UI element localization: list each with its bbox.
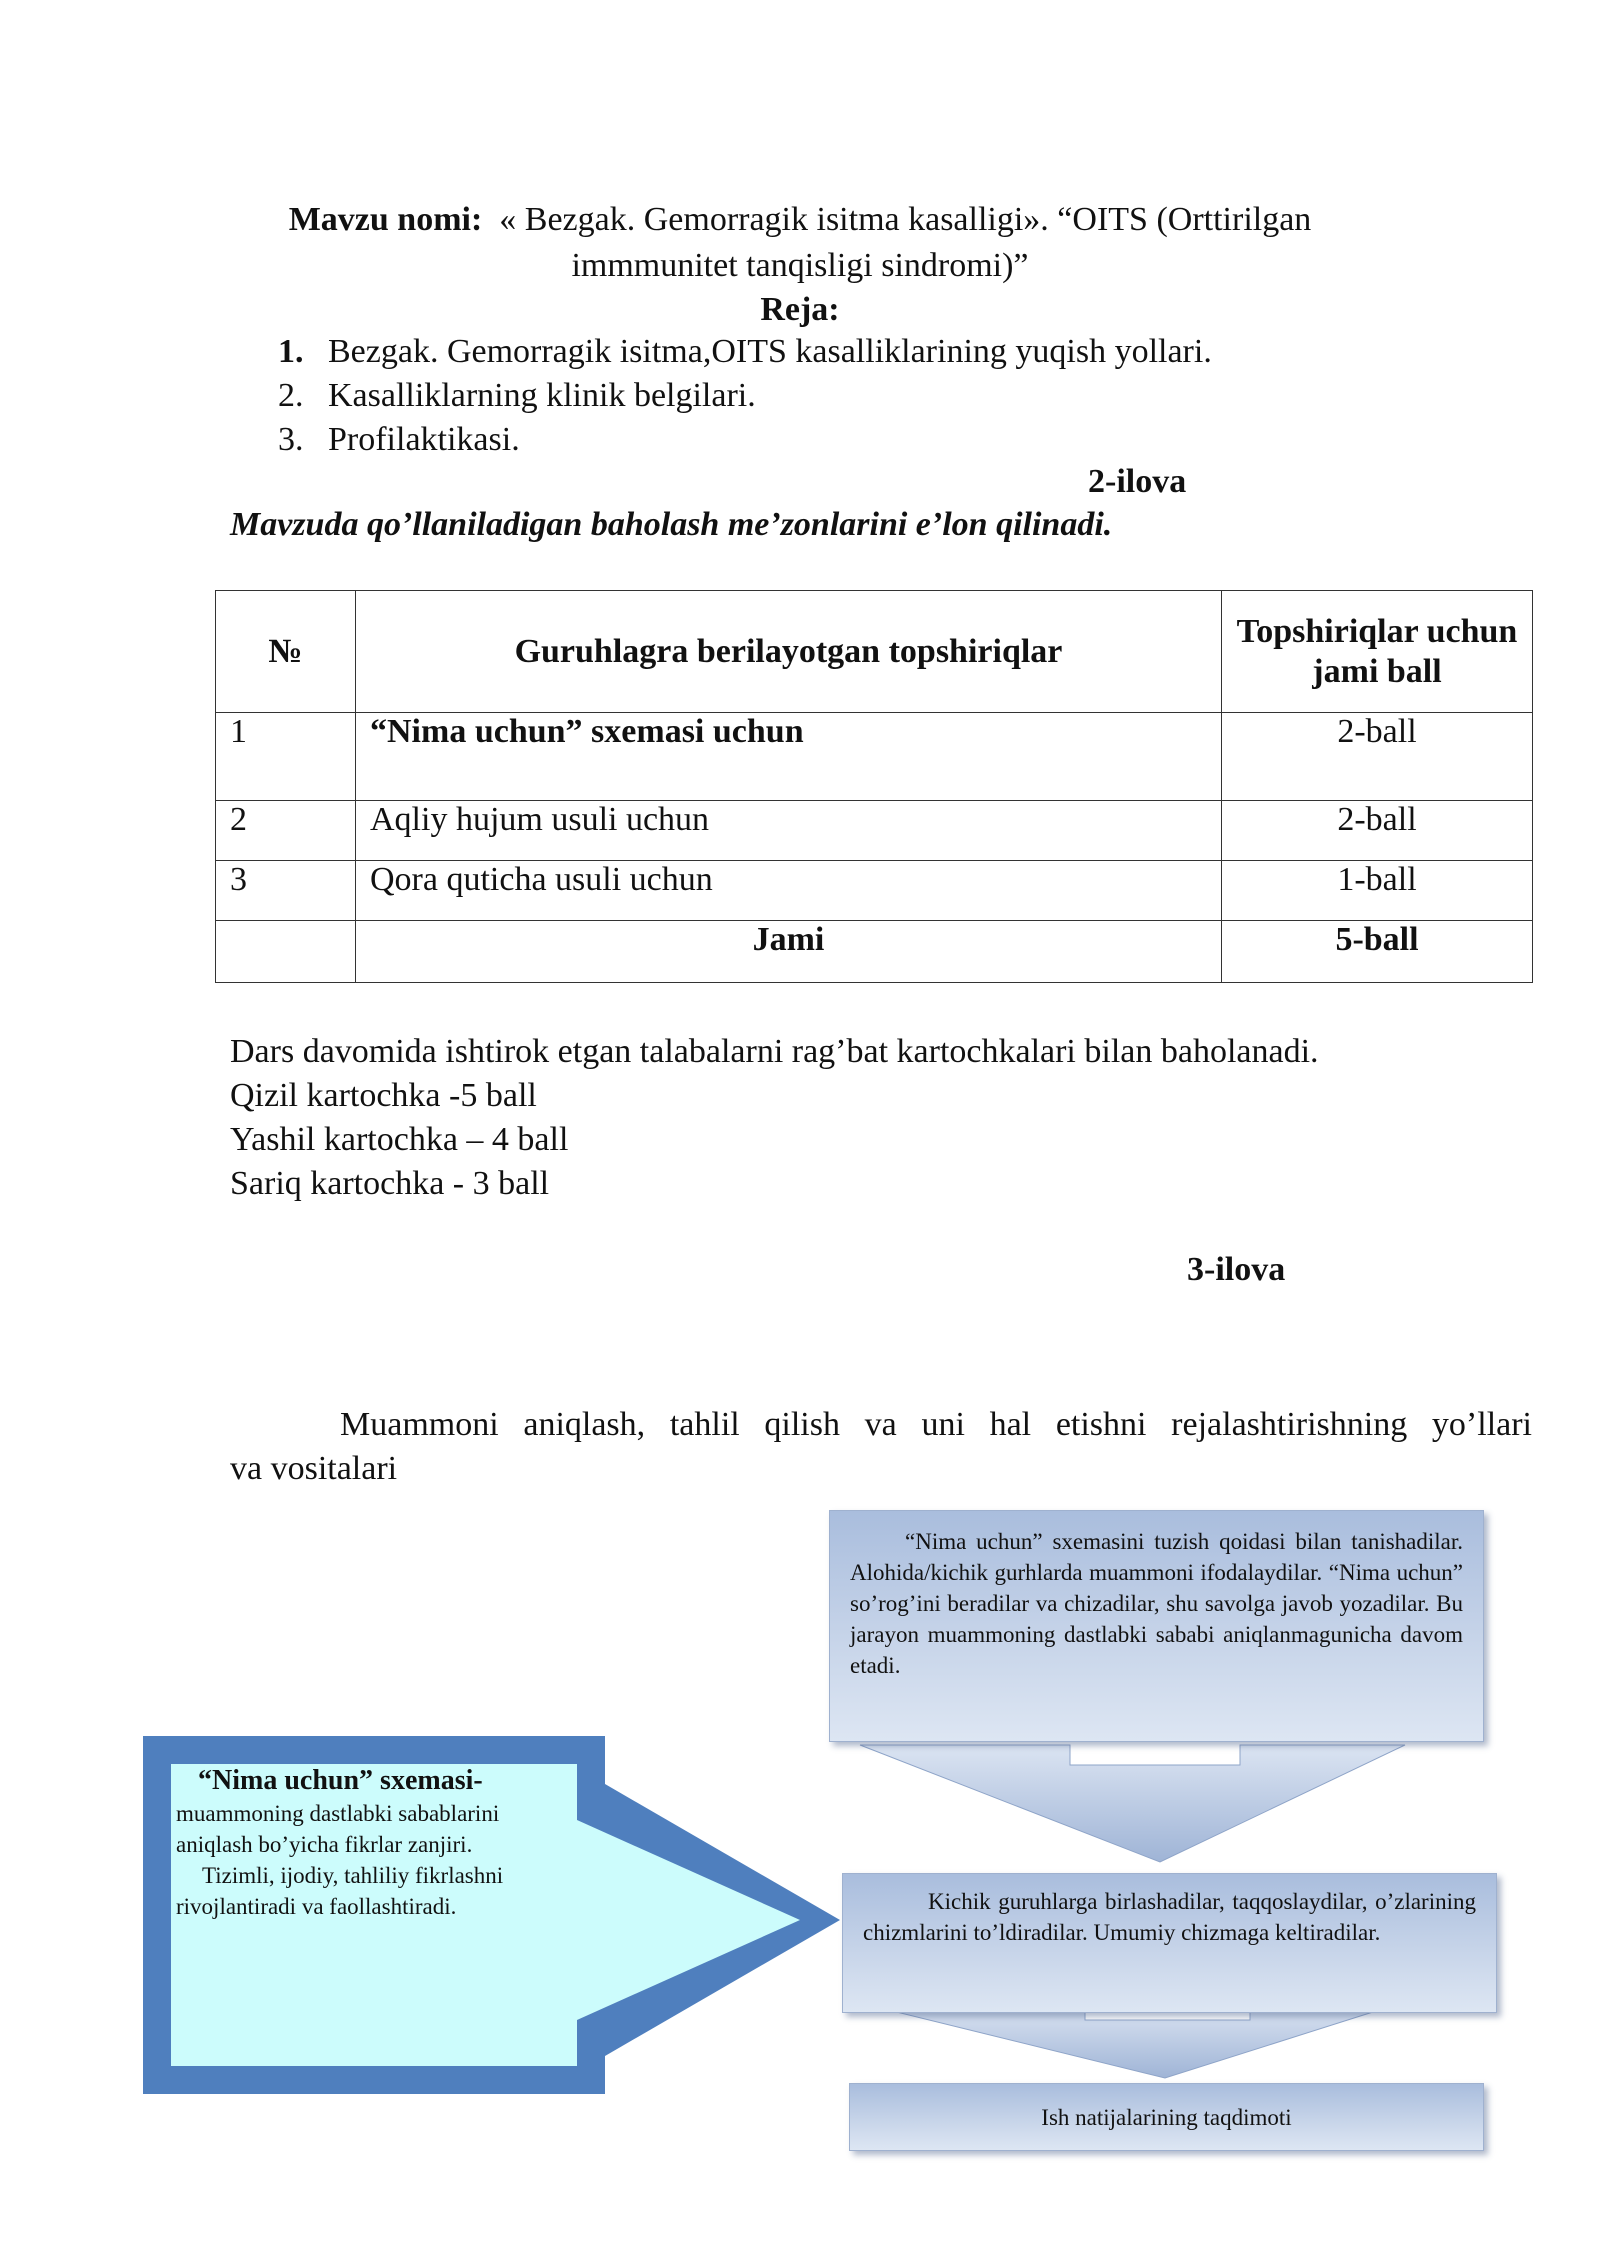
appendix3-intro-line1: Muammoni aniqlash, tahlil qilish va uni hal etishni rejalashtirishning yo’llari xyxy=(340,1406,1532,1443)
plan-item-text: Kasalliklarning klinik belgilari. xyxy=(328,377,756,414)
callout-line: aniqlash bo’yicha fikrlar zanjiri. xyxy=(176,1832,473,1857)
callout-title: “Nima uchun” sxemasi- xyxy=(198,1765,483,1796)
col-header-task: Guruhlagra berilayotgan topshiriqlar xyxy=(356,591,1222,713)
cell-points: 2-ball xyxy=(1222,713,1533,801)
cell-task: “Nima uchun” sxemasi uchun xyxy=(356,713,1222,801)
diagram-step3 xyxy=(849,2083,1484,2151)
plan-item-text: Profilaktikasi. xyxy=(328,421,520,458)
step1-text: “Nima uchun” sxemasini tuzish qoidasi bilan tanishadilar. Alohida/kichik gurhlarda muammoni ifodalaydilar. “Nima uchun” so’rog’ini beradilar va chizadilar, shu savolga javob yozadilar. Bu jarayon muammoning dastlabki sababi aniqlanmagunicha davom etadi. xyxy=(850,1529,1463,1678)
plan-item-text: Bezgak. Gemorragik isitma,OITS kasalliklarining yuqish yollari. xyxy=(328,333,1212,370)
card-red: Qizil kartochka -5 ball xyxy=(230,1077,537,1114)
appendix3-label: 3-ilova xyxy=(1187,1251,1286,1288)
plan-item-number: 3. xyxy=(278,421,304,458)
down-arrow-1 xyxy=(860,1745,1405,1862)
diagram-step2 xyxy=(842,1873,1497,2013)
appendix2-label: 2-ilova xyxy=(1088,463,1187,500)
cell-number: 3 xyxy=(216,861,356,921)
appendix3-intro-line2: va vositalari xyxy=(230,1450,398,1487)
step2-text: Kichik guruhlarga birlashadilar, taqqoslaydilar, o’zlarining chizmlarini to’ldiradilar. Umumiy chizmaga keltiradilar. xyxy=(863,1889,1476,1945)
appendix2-heading: Mavzuda qo’llaniladigan baholash me’zonlarini e’lon qilinadi. xyxy=(230,506,1113,543)
callout-line: Tizimli, ijodiy, tahliliy fikrlashni xyxy=(202,1863,504,1888)
plan-title: Reja: xyxy=(760,291,840,328)
card-yellow: Sariq kartochka - 3 ball xyxy=(230,1165,550,1202)
topic-text: « Bezgak. Gemorragik isitma kasalligi». “OITS (Orttirilgan xyxy=(499,201,1312,238)
cell-number: 2 xyxy=(216,801,356,861)
callout-text xyxy=(176,1764,574,1922)
topic-label: Mavzu nomi: xyxy=(288,201,483,238)
col-header-number: № xyxy=(216,591,356,713)
cell-points: 2-ball xyxy=(1222,801,1533,861)
col-header-points: Topshiriqlar uchun jami ball xyxy=(1222,591,1533,713)
cell-number: 1 xyxy=(216,713,356,801)
card-green: Yashil kartochka – 4 ball xyxy=(230,1121,569,1158)
plan-item-number: 1. xyxy=(278,333,304,370)
plan-item-number: 2. xyxy=(278,377,304,414)
cell-points: 1-ball xyxy=(1222,861,1533,921)
cell-task: Aqliy hujum usuli uchun xyxy=(356,801,1222,861)
down-arrow-2 xyxy=(868,2005,1395,2078)
cards-intro: Dars davomida ishtirok etgan talabalarni rag’bat kartochkalari bilan baholanadi. xyxy=(230,1033,1319,1070)
callout-line: muammoning dastlabki sabablarini xyxy=(176,1801,500,1826)
step3-text: Ish natijalarining taqdimoti xyxy=(1041,2104,1292,2130)
topic-title-line2: immmunitet tanqisligi sindromi)” xyxy=(571,247,1029,284)
total-label: Jami xyxy=(356,921,1222,983)
diagram-step1 xyxy=(829,1510,1484,1742)
callout-line: rivojlantiradi va faollashtiradi. xyxy=(176,1894,457,1919)
cell-task: Qora quticha usuli uchun xyxy=(356,861,1222,921)
total-points: 5-ball xyxy=(1222,921,1533,983)
